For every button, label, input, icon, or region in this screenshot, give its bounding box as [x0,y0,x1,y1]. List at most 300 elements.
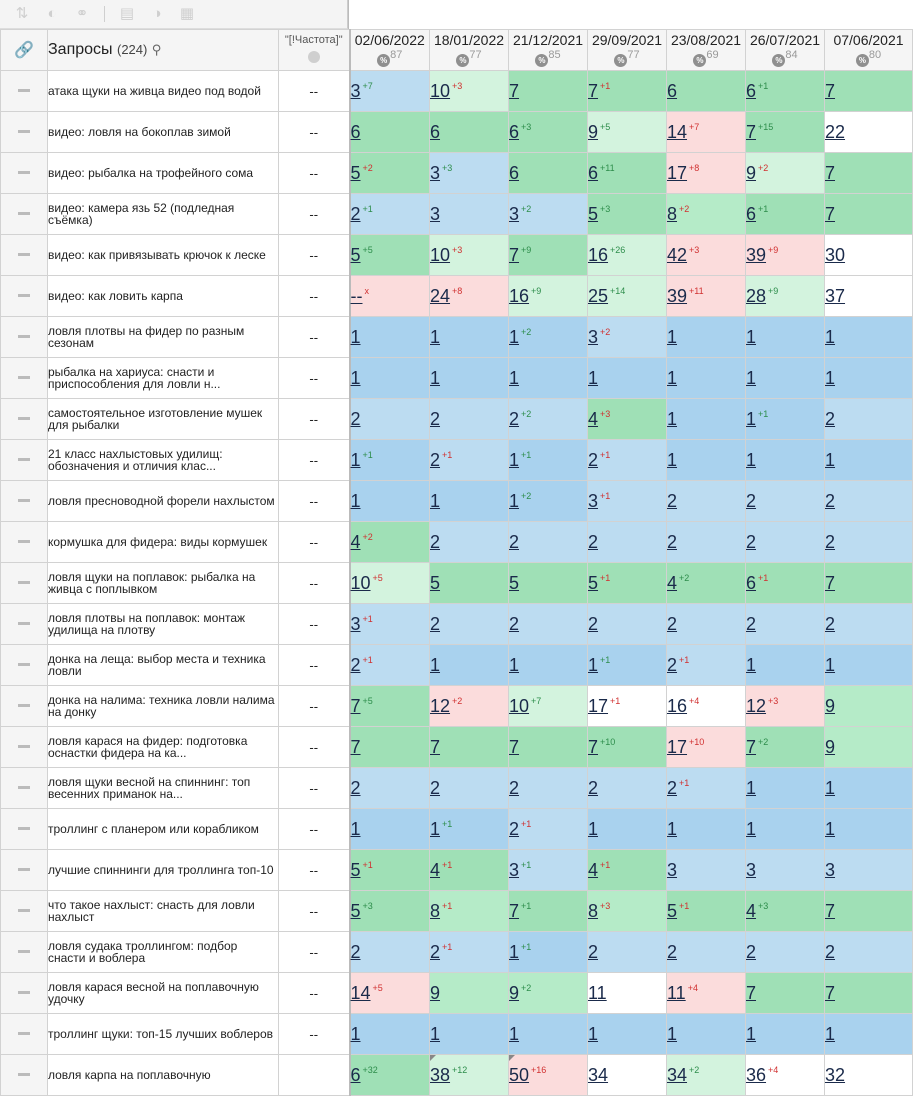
query-cell[interactable]: ловля плотвы на поплавок: монтаж удилища на плотву [48,604,279,645]
position-cell[interactable] [667,1055,746,1096]
position-cell[interactable] [509,1055,588,1096]
position-cell[interactable] [667,563,746,604]
position-cell[interactable] [509,481,588,522]
position-cell[interactable] [350,973,430,1014]
position-value[interactable]: 30 [825,244,846,265]
position-cell[interactable] [350,194,430,235]
position-cell[interactable] [430,768,509,809]
position-cell[interactable] [588,276,667,317]
position-cell[interactable] [588,891,667,932]
position-cell[interactable] [825,1055,913,1096]
row-menu-button[interactable] [1,153,48,194]
position-cell[interactable] [746,768,825,809]
position-value[interactable]: 3 [588,326,599,347]
contrast-icon[interactable]: ◑ [152,5,162,22]
row-menu-button[interactable] [1,194,48,235]
frequency-header[interactable] [279,30,350,71]
position-value[interactable]: 42 [667,244,688,265]
position-cell[interactable] [667,194,746,235]
query-cell[interactable]: троллинг с планером или корабликом [48,809,279,850]
position-cell[interactable] [825,973,913,1014]
position-cell[interactable] [509,563,588,604]
position-value[interactable]: 28 [746,285,767,306]
position-value[interactable]: 6 [509,162,520,183]
position-cell[interactable] [430,235,509,276]
position-cell[interactable] [667,276,746,317]
position-cell[interactable] [588,317,667,358]
position-cell[interactable] [350,604,430,645]
position-cell[interactable] [746,932,825,973]
position-value[interactable]: 14 [350,982,371,1003]
position-value[interactable]: 5 [350,900,361,921]
position-value[interactable]: 1 [667,449,678,470]
position-cell[interactable] [746,481,825,522]
query-cell[interactable]: видео: как привязывать крючок к леске [48,235,279,276]
columns-icon[interactable]: ▤ [119,5,135,22]
position-value[interactable]: 4 [667,572,678,593]
position-value[interactable]: 1 [746,654,757,675]
row-menu-button[interactable] [1,809,48,850]
position-value[interactable]: 7 [825,162,836,183]
position-value[interactable]: 1 [350,490,361,511]
position-value[interactable]: 1 [350,367,361,388]
position-value[interactable]: 2 [430,449,441,470]
position-cell[interactable] [825,768,913,809]
position-value[interactable]: 6 [588,162,599,183]
position-value[interactable]: 1 [509,449,520,470]
position-cell[interactable] [746,1055,825,1096]
position-value[interactable]: 6 [509,121,520,142]
position-value[interactable]: 1 [825,818,836,839]
position-value[interactable]: 1 [430,490,441,511]
position-cell[interactable] [430,112,509,153]
position-value[interactable]: 2 [509,818,520,839]
position-value[interactable]: 12 [746,695,767,716]
position-value[interactable]: 3 [588,490,599,511]
position-cell[interactable] [825,194,913,235]
position-value[interactable]: 1 [746,449,757,470]
position-value[interactable]: 2 [667,654,678,675]
date-header[interactable] [825,30,913,71]
position-cell[interactable] [430,563,509,604]
position-cell[interactable] [746,522,825,563]
position-value[interactable]: 9 [746,162,757,183]
position-cell[interactable] [667,153,746,194]
position-cell[interactable] [509,932,588,973]
date-header[interactable] [667,30,746,71]
position-cell[interactable] [588,522,667,563]
position-value[interactable]: 3 [509,203,520,224]
position-cell[interactable] [430,153,509,194]
search-icon[interactable]: ⚲ [151,42,162,57]
position-cell[interactable] [746,891,825,932]
position-cell[interactable] [430,317,509,358]
row-menu-button[interactable] [1,686,48,727]
query-cell[interactable]: видео: камера язь 52 (подледная съёмка) [48,194,279,235]
position-value[interactable]: 1 [509,941,520,962]
position-value[interactable]: 6 [746,203,757,224]
position-cell[interactable] [509,604,588,645]
position-value[interactable]: 1 [509,1023,520,1044]
position-cell[interactable] [350,153,430,194]
position-cell[interactable] [667,727,746,768]
link-icon[interactable]: ⚭ [75,5,89,22]
position-value[interactable]: 4 [350,531,361,552]
position-value[interactable]: 1 [350,1023,361,1044]
position-value[interactable]: 1 [746,367,757,388]
position-value[interactable]: 36 [746,1064,767,1085]
row-menu-button[interactable] [1,440,48,481]
position-value[interactable]: 24 [430,285,451,306]
position-cell[interactable] [588,1055,667,1096]
query-cell[interactable]: что такое нахлыст: снасть для ловли нахлыст [48,891,279,932]
position-value[interactable]: 16 [588,244,609,265]
position-cell[interactable] [430,686,509,727]
position-cell[interactable] [667,645,746,686]
position-cell[interactable] [588,112,667,153]
position-cell[interactable] [588,358,667,399]
position-value[interactable]: 2 [430,777,441,798]
position-cell[interactable] [509,768,588,809]
position-cell[interactable] [509,71,588,112]
position-cell[interactable] [509,153,588,194]
position-value[interactable]: 5 [350,859,361,880]
position-cell[interactable] [350,645,430,686]
position-value[interactable]: 1 [667,326,678,347]
position-cell[interactable] [825,153,913,194]
position-value[interactable]: 2 [825,531,836,552]
position-value[interactable]: 1 [746,326,757,347]
position-cell[interactable] [350,768,430,809]
position-cell[interactable] [509,112,588,153]
position-value[interactable]: 9 [588,121,599,142]
query-cell[interactable]: рыбалка на хариуса: снасти и приспособления для ловли н... [48,358,279,399]
position-cell[interactable] [746,276,825,317]
position-cell[interactable] [509,440,588,481]
position-value[interactable]: 1 [509,326,520,347]
position-cell[interactable] [350,399,430,440]
date-header[interactable] [509,30,588,71]
position-cell[interactable] [350,358,430,399]
row-menu-button[interactable] [1,235,48,276]
export-icon[interactable]: ▦ [179,5,195,22]
position-cell[interactable] [350,563,430,604]
position-cell[interactable] [350,235,430,276]
position-cell[interactable] [430,358,509,399]
query-cell[interactable]: ловля щуки на поплавок: рыбалка на живца с поплывком [48,563,279,604]
position-cell[interactable] [746,563,825,604]
position-value[interactable]: 2 [588,449,599,470]
position-value[interactable]: 11 [667,982,686,1003]
position-value[interactable]: 39 [746,244,767,265]
position-cell[interactable] [430,645,509,686]
position-value[interactable]: 2 [825,613,836,634]
position-cell[interactable] [509,809,588,850]
position-cell[interactable] [430,399,509,440]
position-value[interactable]: 1 [588,654,599,675]
position-cell[interactable] [509,1014,588,1055]
position-value[interactable]: 38 [430,1064,451,1085]
position-value[interactable]: 7 [746,121,757,142]
position-cell[interactable] [667,891,746,932]
position-value[interactable]: 2 [509,777,520,798]
position-value[interactable]: 8 [667,203,678,224]
position-cell[interactable] [350,440,430,481]
position-cell[interactable] [825,399,913,440]
position-value[interactable]: 5 [350,244,361,265]
position-cell[interactable] [667,71,746,112]
position-cell[interactable] [509,686,588,727]
row-menu-button[interactable] [1,973,48,1014]
position-value[interactable]: 6 [667,80,678,101]
position-cell[interactable] [430,809,509,850]
position-value[interactable]: 32 [825,1064,846,1085]
position-value[interactable]: 7 [825,900,836,921]
position-cell[interactable] [509,891,588,932]
position-value[interactable]: 16 [509,285,530,306]
query-cell[interactable]: ловля карася весной на поплавочную удочку [48,973,279,1014]
position-value[interactable]: 6 [350,1064,361,1085]
position-cell[interactable] [509,399,588,440]
position-value[interactable]: 17 [667,736,688,757]
position-cell[interactable] [825,932,913,973]
position-cell[interactable] [667,317,746,358]
position-value[interactable]: 2 [430,531,441,552]
position-value[interactable]: 1 [667,367,678,388]
position-cell[interactable] [350,932,430,973]
position-cell[interactable] [588,809,667,850]
row-menu-button[interactable] [1,563,48,604]
position-cell[interactable] [825,1014,913,1055]
position-value[interactable]: 22 [825,121,846,142]
position-value[interactable]: 1 [746,1023,757,1044]
position-cell[interactable] [350,112,430,153]
row-menu-button[interactable] [1,112,48,153]
position-cell[interactable] [825,563,913,604]
position-value[interactable]: 10 [430,244,451,265]
position-value[interactable]: 2 [588,613,599,634]
position-cell[interactable] [746,850,825,891]
position-value[interactable]: 2 [588,941,599,962]
position-value[interactable]: 7 [350,736,361,757]
position-cell[interactable] [350,276,430,317]
position-cell[interactable] [746,153,825,194]
position-value[interactable]: 1 [825,1023,836,1044]
position-value[interactable]: 7 [825,80,836,101]
position-value[interactable]: 1 [825,326,836,347]
query-cell[interactable]: видео: как ловить карпа [48,276,279,317]
position-value[interactable]: 6 [746,80,757,101]
position-value[interactable]: 7 [746,982,757,1003]
position-cell[interactable] [588,850,667,891]
position-cell[interactable] [350,891,430,932]
position-cell[interactable] [509,235,588,276]
position-cell[interactable] [509,850,588,891]
position-value[interactable]: 1 [350,449,361,470]
position-cell[interactable] [746,194,825,235]
position-cell[interactable] [509,276,588,317]
position-cell[interactable] [509,194,588,235]
position-value[interactable]: 2 [667,531,678,552]
position-value[interactable]: 1 [588,818,599,839]
position-cell[interactable] [746,686,825,727]
position-cell[interactable] [667,686,746,727]
position-cell[interactable] [588,604,667,645]
position-value[interactable]: 2 [588,777,599,798]
position-cell[interactable] [430,850,509,891]
position-cell[interactable] [746,809,825,850]
row-menu-button[interactable] [1,1014,48,1055]
position-value[interactable]: 7 [746,736,757,757]
position-value[interactable]: 1 [509,490,520,511]
position-value[interactable]: 11 [588,982,607,1003]
position-value[interactable]: 2 [746,531,757,552]
position-value[interactable]: 34 [588,1064,609,1085]
position-value[interactable]: 2 [667,941,678,962]
position-value[interactable]: 1 [825,777,836,798]
position-value[interactable]: 39 [667,285,688,306]
position-cell[interactable] [350,317,430,358]
position-cell[interactable] [350,809,430,850]
position-cell[interactable] [588,686,667,727]
position-value[interactable]: 1 [746,777,757,798]
position-value[interactable]: 2 [667,490,678,511]
query-cell[interactable]: самостоятельное изготовление мушек для рыбалки [48,399,279,440]
position-cell[interactable] [588,481,667,522]
position-cell[interactable] [430,1055,509,1096]
position-cell[interactable] [430,604,509,645]
position-value[interactable]: 2 [667,613,678,634]
position-value[interactable]: 10 [509,695,530,716]
position-value[interactable]: 2 [350,941,361,962]
position-cell[interactable] [746,235,825,276]
position-value[interactable]: 8 [430,900,441,921]
position-cell[interactable] [430,194,509,235]
row-menu-button[interactable] [1,850,48,891]
position-value[interactable]: 2 [509,531,520,552]
position-value[interactable]: 7 [588,736,599,757]
position-value[interactable]: 3 [350,80,361,101]
position-value[interactable]: 7 [430,736,441,757]
position-cell[interactable] [746,440,825,481]
position-cell[interactable] [430,891,509,932]
position-value[interactable]: 3 [667,859,678,880]
position-value[interactable]: 4 [430,859,441,880]
position-value[interactable]: 1 [667,408,678,429]
position-cell[interactable] [430,973,509,1014]
position-value[interactable]: 2 [509,613,520,634]
position-value[interactable]: 1 [746,408,757,429]
position-value[interactable]: 2 [667,777,678,798]
position-value[interactable]: 1 [825,449,836,470]
query-cell[interactable]: атака щуки на живца видео под водой [48,71,279,112]
position-value[interactable]: 6 [746,572,757,593]
position-value[interactable]: 9 [825,736,836,757]
position-value[interactable]: 7 [509,244,520,265]
position-cell[interactable] [825,850,913,891]
position-cell[interactable] [746,645,825,686]
position-cell[interactable] [825,71,913,112]
query-cell[interactable]: ловля карпа на поплавочную [48,1055,279,1096]
position-cell[interactable] [509,317,588,358]
position-value[interactable]: 5 [509,572,520,593]
query-cell[interactable]: 21 класс нахлыстовых удилищ: обозначения и отличия клас... [48,440,279,481]
position-cell[interactable] [825,112,913,153]
position-cell[interactable] [746,71,825,112]
position-cell[interactable] [667,768,746,809]
position-value[interactable]: 2 [588,531,599,552]
sort-icon[interactable]: ⇅ [15,5,29,22]
position-cell[interactable] [825,727,913,768]
position-value[interactable]: 1 [667,818,678,839]
position-value[interactable]: 1 [430,367,441,388]
row-menu-button[interactable] [1,768,48,809]
position-cell[interactable] [825,235,913,276]
row-menu-button[interactable] [1,399,48,440]
position-cell[interactable] [509,727,588,768]
position-cell[interactable] [350,850,430,891]
position-value[interactable]: 10 [350,572,371,593]
query-cell[interactable]: донка на налима: техника ловли налима на донку [48,686,279,727]
position-value[interactable]: 1 [430,1023,441,1044]
position-cell[interactable] [430,522,509,563]
position-value[interactable]: 4 [746,900,757,921]
position-value[interactable]: 2 [350,777,361,798]
position-value[interactable]: 37 [825,285,846,306]
position-value[interactable]: 2 [350,408,361,429]
position-cell[interactable] [825,809,913,850]
position-value[interactable]: 7 [588,80,599,101]
position-value[interactable]: 7 [350,695,361,716]
position-cell[interactable] [746,358,825,399]
date-header[interactable] [350,30,430,71]
row-menu-button[interactable] [1,522,48,563]
position-value[interactable]: 7 [509,80,520,101]
row-menu-button[interactable] [1,358,48,399]
position-value[interactable]: 1 [430,818,441,839]
position-cell[interactable] [825,358,913,399]
position-cell[interactable] [746,317,825,358]
position-value[interactable]: 16 [667,695,688,716]
date-header[interactable] [430,30,509,71]
position-cell[interactable] [667,932,746,973]
position-cell[interactable] [588,645,667,686]
position-cell[interactable] [430,932,509,973]
date-header[interactable] [746,30,825,71]
position-cell[interactable] [588,563,667,604]
position-value[interactable]: 7 [509,736,520,757]
position-value[interactable]: 1 [667,1023,678,1044]
position-value[interactable]: 3 [825,859,836,880]
position-value[interactable]: 6 [430,121,441,142]
position-value[interactable]: 2 [430,613,441,634]
position-cell[interactable] [667,1014,746,1055]
row-menu-button[interactable] [1,1055,48,1096]
position-cell[interactable] [588,932,667,973]
position-cell[interactable] [825,522,913,563]
position-value[interactable]: 5 [667,900,678,921]
position-cell[interactable] [588,399,667,440]
query-cell[interactable]: кормушка для фидера: виды кормушек [48,522,279,563]
position-value[interactable]: 4 [588,859,599,880]
position-cell[interactable] [667,440,746,481]
position-cell[interactable] [667,522,746,563]
position-value[interactable]: 1 [746,818,757,839]
position-cell[interactable] [825,686,913,727]
position-value[interactable]: 2 [746,613,757,634]
position-value[interactable]: 9 [430,982,441,1003]
position-cell[interactable] [746,112,825,153]
